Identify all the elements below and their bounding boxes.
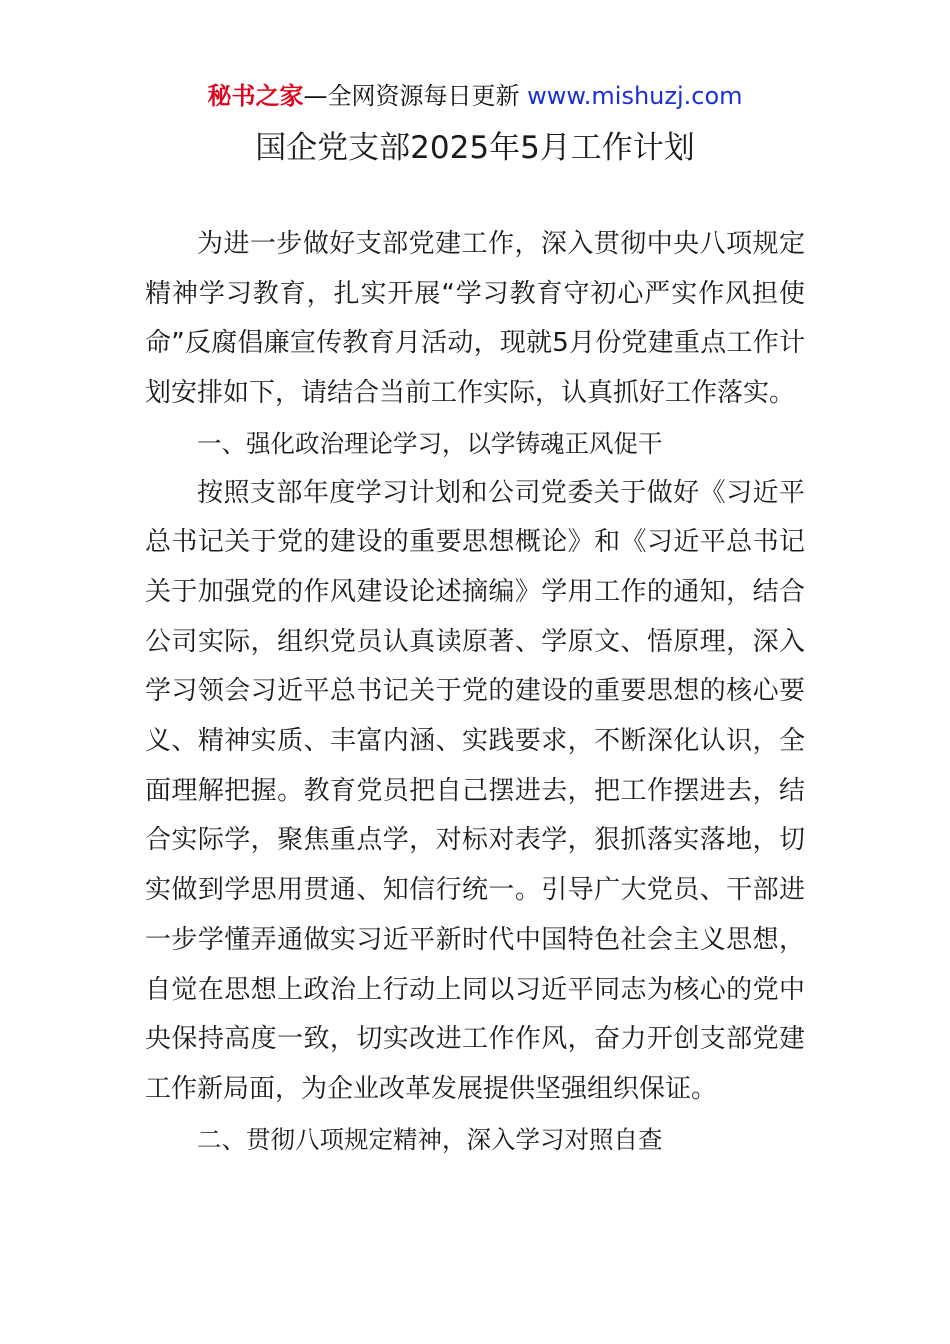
document-title: 国企党支部2025年5月工作计划 [255, 130, 695, 166]
site-url-link[interactable]: www.mishuzj.com [527, 82, 743, 110]
document-body [145, 220, 805, 1164]
section-1-paragraph: 按照支部年度学习计划和公司党委关于做好《习近平总书记关于党的建设的重要思想概论》和《习近平总书记关于加强党的作风建设论述摘编》学用工作的通知，结合公司实际，组织党员认真读原著、学原文、悟原理，深入学习领会习近平总书记关于党的建设的重要思想的核心要义、精神实质、丰富内涵、实践要求，不断深化认识，全面理解把握。教育党员把自己摆进去，把工作摆进去，结合实际学，聚焦重点学，对标对表学，狠抓落实落地，切实做到学思用贯通、知信行统一。引导广大党员、干部进一步学懂弄通做实习近平新时代中国特色社会主义思想，自觉在思想上政治上行动上同以习近平同志为核心的党中央保持高度一致，切实改进工作作风，奋力开创支部党建工作新局面，为企业改革发展提供坚强组织保证。 [145, 477, 805, 1104]
section-1-heading: 一、强化政治理论学习，以学铸魂正风促干 [197, 428, 663, 458]
site-tagline: —全网资源每日更新 [303, 82, 520, 110]
site-brand: 秘书之家 [207, 82, 304, 110]
section-2-heading: 二、贯彻八项规定精神，深入学习对照自查 [197, 1124, 663, 1154]
site-header [0, 80, 950, 112]
intro-paragraph: 为进一步做好支部党建工作，深入贯彻中央八项规定精神学习教育，扎实开展“学习教育守初心严实作风担使命”反腐倡廉宣传教育月活动，现就5月份党建重点工作计划安排如下，请结合当前工作实际，认真抓好工作落实。 [145, 229, 805, 409]
